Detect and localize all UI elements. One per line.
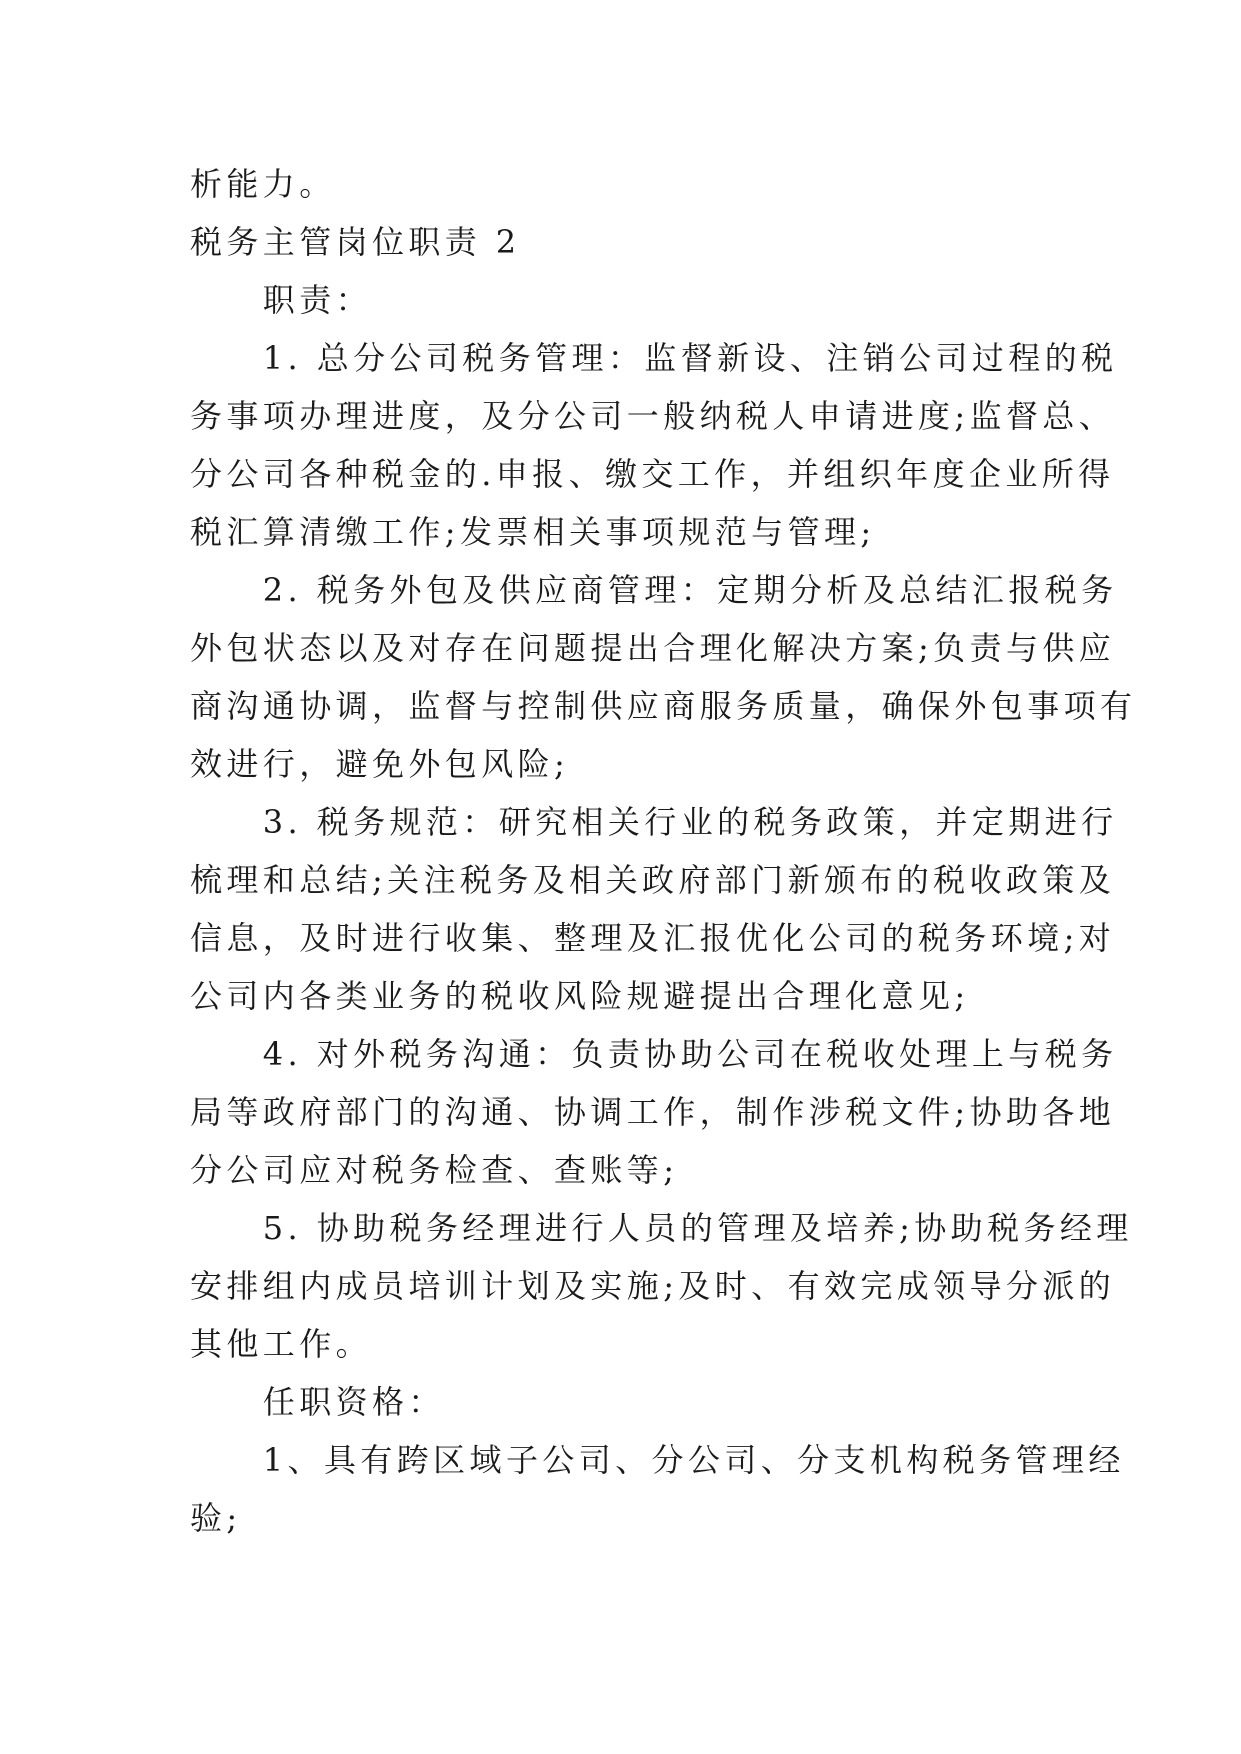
text-line: 其他工作。	[190, 1325, 373, 1363]
section-heading: 任职资格：	[190, 1383, 445, 1421]
text-line: 验;	[190, 1499, 242, 1537]
text-line: 5. 协助税务经理进行人员的管理及培养;协助税务经理	[190, 1209, 1133, 1247]
text-line: 3. 税务规范：研究相关行业的税务政策，并定期进行	[190, 803, 1118, 841]
text-line: 信息，及时进行收集、整理及汇报优化公司的税务环境;对	[190, 919, 1116, 957]
text-line: 安排组内成员培训计划及实施;及时、有效完成领导分派的	[190, 1267, 1116, 1305]
text-line: 局等政府部门的沟通、协调工作，制作涉税文件;协助各地	[190, 1093, 1116, 1131]
text-line: 分公司应对税务检查、查账等;	[190, 1151, 679, 1189]
text-line: 析能力。	[190, 165, 336, 203]
document-body	[190, 155, 1137, 1547]
text-line: 梳理和总结;关注税务及相关政府部门新颁布的税收政策及	[190, 861, 1116, 899]
text-line: 公司内各类业务的税收风险规避提出合理化意见;	[190, 977, 970, 1015]
text-line: 税汇算清缴工作;发票相关事项规范与管理;	[190, 513, 876, 551]
text-line: 务事项办理进度，及分公司一般纳税人申请进度;监督总、	[190, 397, 1116, 435]
text-line: 4. 对外税务沟通：负责协助公司在税收处理上与税务	[190, 1035, 1118, 1073]
text-line: 效进行，避免外包风险;	[190, 745, 570, 783]
text-line: 商沟通协调，监督与控制供应商服务质量，确保外包事项有	[190, 687, 1137, 725]
text-line: 外包状态以及对存在问题提出合理化解决方案;负责与供应	[190, 629, 1116, 667]
section-heading: 职责：	[190, 281, 373, 319]
text-line: 2. 税务外包及供应商管理：定期分析及总结汇报税务	[190, 571, 1118, 609]
text-line: 分公司各种税金的.申报、缴交工作，并组织年度企业所得	[190, 455, 1115, 493]
text-line: 1、具有跨区域子公司、分公司、分支机构税务管理经	[190, 1441, 1125, 1479]
section-title: 税务主管岗位职责 2	[190, 223, 521, 261]
text-line: 1. 总分公司税务管理：监督新设、注销公司过程的税	[190, 339, 1118, 377]
